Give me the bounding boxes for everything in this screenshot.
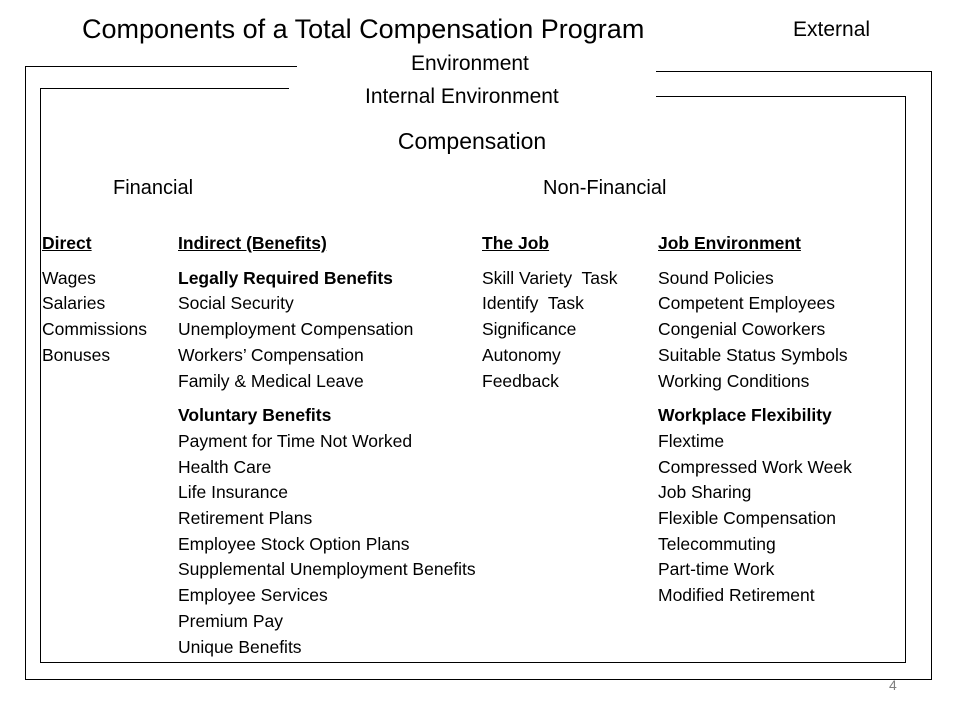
direct-column — [42, 231, 147, 369]
outer-box-top-right — [656, 71, 932, 72]
job-column — [482, 231, 618, 394]
list-item: Working Conditions — [658, 370, 810, 391]
external-environment-label-1: External — [793, 18, 871, 41]
list-item: Life Insurance — [178, 482, 288, 503]
financial-heading: Financial — [113, 177, 194, 199]
legal-benefits-heading: Legally Required Benefits — [178, 267, 393, 288]
inner-box-left — [40, 88, 41, 663]
internal-environment-label: Internal Environment — [365, 85, 559, 108]
compensation-heading: Compensation — [397, 128, 547, 154]
direct-heading: Direct — [42, 233, 92, 253]
indirect-heading: Indirect (Benefits) — [178, 233, 327, 253]
list-item: Flextime — [658, 430, 725, 451]
list-item: Wages — [42, 267, 96, 288]
list-item: Feedback — [482, 370, 559, 391]
list-item: Autonomy — [482, 344, 561, 365]
slide-title: Components of a Total Compensation Program — [82, 14, 645, 44]
outer-box-bottom — [25, 679, 932, 680]
list-item: Skill Variety Task — [482, 267, 618, 288]
inner-box-top-right — [656, 96, 906, 97]
list-item: Telecommuting — [658, 533, 776, 554]
indirect-column — [178, 231, 476, 660]
list-item: Retirement Plans — [178, 508, 313, 529]
list-item: Modified Retirement — [658, 585, 815, 606]
list-item: Commissions — [42, 319, 148, 340]
inner-box-right — [905, 96, 906, 663]
job-environment-heading: Job Environment — [658, 233, 801, 253]
list-item: Bonuses — [42, 344, 111, 365]
job-heading: The Job — [482, 233, 550, 253]
list-item: Employee Services — [178, 585, 328, 606]
voluntary-benefits-heading: Voluntary Benefits — [178, 405, 332, 426]
list-item: Family & Medical Leave — [178, 370, 364, 391]
list-item: Compressed Work Week — [658, 456, 852, 477]
list-item: Salaries — [42, 293, 106, 314]
inner-box-bottom — [40, 662, 906, 663]
list-item: Unique Benefits — [178, 636, 302, 657]
list-item: Employee Stock Option Plans — [178, 533, 410, 554]
list-item: Flexible Compensation — [658, 508, 837, 529]
workplace-flexibility-heading: Workplace Flexibility — [658, 405, 832, 426]
list-item: Workers’ Compensation — [178, 344, 364, 365]
list-item: Unemployment Compensation — [178, 319, 414, 340]
list-item: Competent Employees — [658, 293, 836, 314]
list-item: Job Sharing — [658, 482, 752, 503]
non-financial-heading: Non-Financial — [543, 177, 667, 199]
external-environment-label-2: Environment — [411, 52, 529, 75]
inner-box-top-left — [40, 88, 289, 89]
list-item: Social Security — [178, 293, 294, 314]
list-item: Identify Task — [482, 293, 584, 314]
list-item: Supplemental Unemployment Benefits — [178, 559, 476, 580]
list-item: Suitable Status Symbols — [658, 344, 848, 365]
job-environment-column — [658, 231, 852, 609]
outer-box-top-left — [25, 66, 297, 67]
outer-box-right — [931, 71, 932, 680]
list-item: Sound Policies — [658, 267, 774, 288]
list-item: Congenial Coworkers — [658, 319, 826, 340]
list-item: Health Care — [178, 456, 272, 477]
outer-box-left — [25, 66, 26, 680]
list-item: Payment for Time Not Worked — [178, 430, 413, 451]
list-item: Significance — [482, 319, 577, 340]
page-number: 4 — [889, 677, 897, 693]
list-item: Premium Pay — [178, 610, 284, 631]
list-item: Part-time Work — [658, 559, 775, 580]
